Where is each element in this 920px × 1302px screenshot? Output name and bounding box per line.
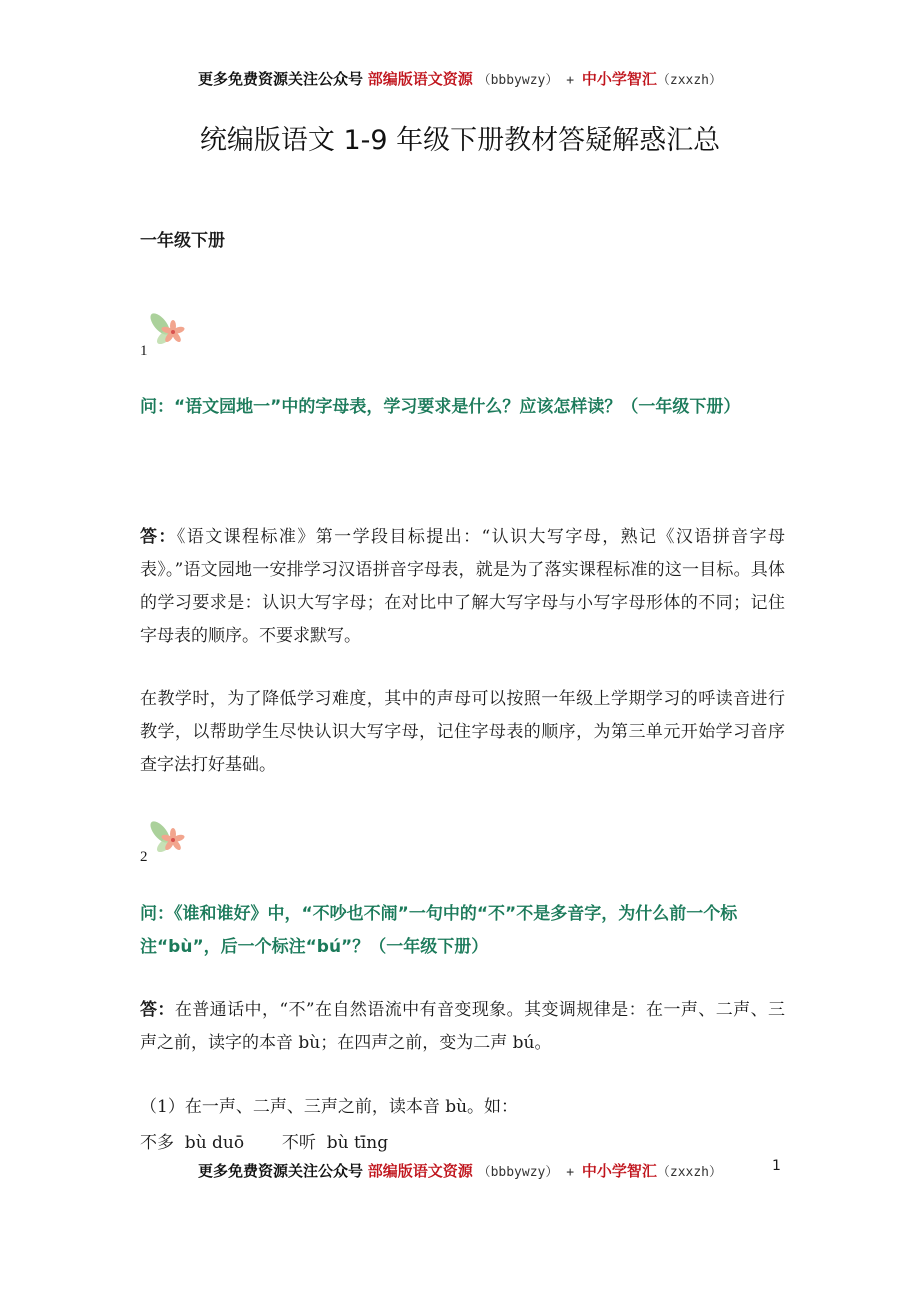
question-2: 问：《谁和谁好》中，“不吵也不闹”一句中的“不”不是多音字，为什么前一个标注“bù”，后一个标注“bú”？（一年级下册） [140,904,738,957]
answer-2 [140,994,785,1060]
item-number: 1 [140,343,148,359]
item-number: 2 [140,849,148,865]
header-id-2: （zxxzh） [656,73,723,88]
answer-label: 答： [140,527,177,547]
header-text-1: 更多免费资源关注公众号 [197,70,363,88]
header-account-2: 中小学智汇 [581,70,657,88]
answer-1 [140,521,785,653]
question-1: 问：“语文园地一”中的字母表，学习要求是什么？应该怎样读？（一年级下册） [140,397,741,417]
answer-2-point-1: （1）在一声、二声、三声之前，读本音 bù。如： [140,1097,519,1117]
page-number: 1 [772,1158,781,1174]
answer-text: 在普通话中，“不”在自然语流中有音变现象。其变调规律是：在一声、二声、三声之前，读字的本音 bù；在四声之前，变为二声 bú。 [140,1000,785,1053]
footer-id-1: （bbbywzy） + [477,1165,582,1180]
pinyin-example: 不多 bù duō 不听 bù tīng [140,1133,389,1153]
footer-account-1: 部编版语文资源 [367,1162,473,1180]
section-heading: 一年级下册 [140,231,225,251]
footer-text-1: 更多免费资源关注公众号 [197,1162,363,1180]
page-footer [0,1160,920,1181]
answer-1-paragraph-2: 在教学时，为了降低学习难度，其中的声母可以按照一年级上学期学习的呼读音进行教学，以帮助学生尽快认识大写字母，记住字母表的顺序，为第三单元开始学习音序查字法打好基础。 [140,689,785,775]
flower-icon [146,310,188,352]
footer-id-2: （zxxzh） [656,1165,723,1180]
answer-text: 《语文课程标准》第一学段目标提出：“认识大写字母，熟记《汉语拼音字母表》。”语文园地一安排学习汉语拼音字母表，就是为了落实课程标准的这一目标。具体的学习要求是：认识大写字母；在对比中了解大写字母与小写字母形体的不同；记住字母表的顺序。不要求默写。 [140,527,786,646]
footer-account-2: 中小学智汇 [581,1162,657,1180]
header-id-1: （bbbywzy） + [477,73,582,88]
flower-icon [146,818,188,860]
header-account-1: 部编版语文资源 [367,70,473,88]
page-title: 统编版语文 1-9 年级下册教材答疑解惑汇总 [199,125,721,156]
page-header [0,68,920,89]
answer-label: 答： [140,1000,175,1020]
